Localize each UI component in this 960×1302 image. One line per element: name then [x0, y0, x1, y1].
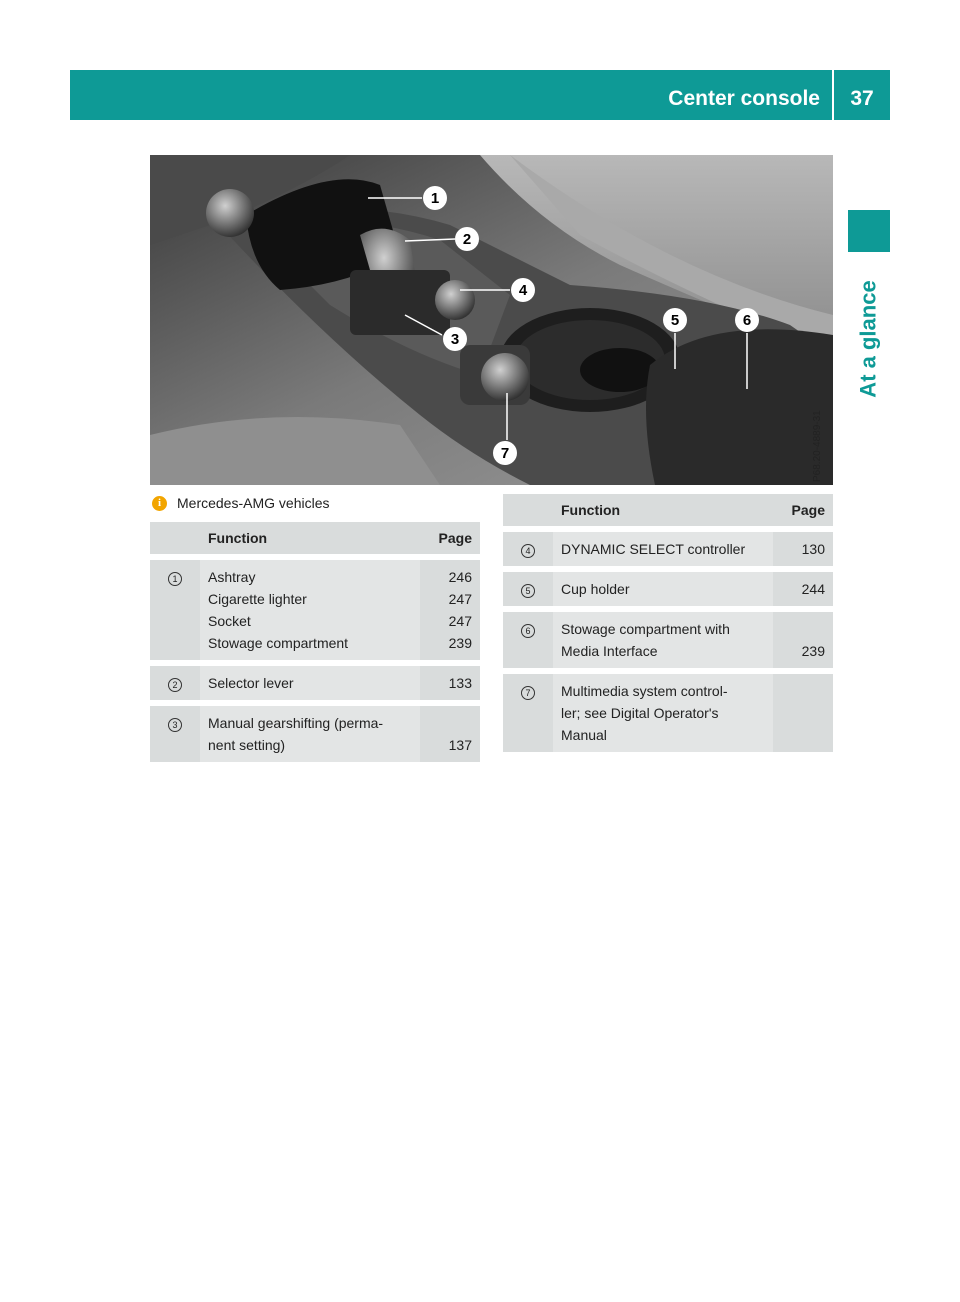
info-text: Mercedes-AMG vehicles — [177, 495, 330, 511]
svg-text:7: 7 — [500, 445, 510, 462]
row-mark — [503, 572, 553, 606]
callout-mark-1: 1 — [168, 572, 182, 586]
callout-mark-7: 7 — [521, 686, 535, 700]
page-ref[interactable]: 246 — [448, 569, 472, 585]
row-mark — [150, 560, 200, 660]
section-title: Center console — [668, 87, 820, 110]
svg-text:5: 5 — [670, 312, 680, 329]
svg-text:2: 2 — [462, 231, 472, 248]
header-mark-cell — [150, 522, 200, 554]
page-ref[interactable]: 239 — [773, 612, 833, 668]
row-function — [553, 674, 773, 752]
callout-mark-6: 6 — [521, 624, 535, 638]
row-function: Cup holder — [553, 572, 773, 606]
row-function: DYNAMIC SELECT controller — [553, 532, 773, 566]
row-function: Selector lever — [200, 666, 420, 700]
svg-text:1: 1 — [430, 190, 440, 207]
table-header-row — [150, 522, 480, 554]
side-tab-marker — [848, 210, 890, 252]
callout-6 — [735, 308, 759, 332]
table-row — [150, 666, 480, 700]
function-table-right — [503, 494, 833, 752]
info-icon: i — [152, 496, 167, 511]
table-row — [503, 612, 833, 668]
header-bar — [70, 70, 890, 120]
photo-code-text: P68.20-4889-31 — [812, 410, 823, 482]
table-row — [150, 560, 480, 660]
center-console-photo — [150, 155, 833, 485]
side-tab-label — [848, 262, 890, 412]
function-line: nent setting) — [208, 737, 286, 753]
page-number: 37 — [850, 87, 874, 110]
table-row — [503, 572, 833, 606]
header-page: Page — [420, 522, 480, 554]
callout-mark-3: 3 — [168, 718, 182, 732]
callout-7 — [493, 441, 517, 465]
function-line: Multimedia system control- — [561, 683, 728, 699]
row-mark — [150, 666, 200, 700]
header-function: Function — [553, 494, 773, 526]
function-stowage: Stowage compartment — [208, 635, 349, 651]
function-line: ler; see Digital Operator's — [561, 705, 719, 721]
row-mark — [503, 532, 553, 566]
function-table-left — [150, 522, 480, 762]
svg-text:3: 3 — [450, 331, 460, 348]
callout-4 — [511, 278, 535, 302]
callout-2 — [455, 227, 479, 251]
callout-mark-2: 2 — [168, 678, 182, 692]
table-header-row — [503, 494, 833, 526]
page-ref[interactable]: 130 — [773, 532, 833, 566]
page-ref[interactable]: 133 — [420, 666, 480, 700]
row-function — [200, 706, 420, 762]
page-ref[interactable]: 244 — [773, 572, 833, 606]
svg-text:4: 4 — [518, 282, 528, 299]
header-page: Page — [773, 494, 833, 526]
function-line: Manual — [561, 727, 607, 743]
side-tab-text: At a glance — [856, 280, 881, 398]
table-row — [503, 674, 833, 752]
row-function — [553, 612, 773, 668]
header-function: Function — [200, 522, 420, 554]
callout-5 — [663, 308, 687, 332]
header-mark-cell — [503, 494, 553, 526]
function-line: Stowage compartment with — [561, 621, 730, 637]
callout-mark-5: 5 — [521, 584, 535, 598]
row-mark — [503, 612, 553, 668]
table-row — [150, 706, 480, 762]
function-line: Manual gearshifting (perma- — [208, 715, 384, 731]
page-ref[interactable]: 247 — [448, 613, 472, 629]
page-ref[interactable]: 247 — [448, 591, 472, 607]
row-mark — [150, 706, 200, 762]
function-socket: Socket — [208, 613, 251, 629]
function-cigarette-lighter: Cigarette lighter — [208, 591, 307, 607]
row-mark — [503, 674, 553, 752]
function-line: Media Interface — [561, 643, 658, 659]
page-ref — [773, 674, 833, 752]
page-ref[interactable]: 137 — [420, 706, 480, 762]
row-function — [200, 560, 420, 660]
row-page — [420, 560, 480, 660]
function-ashtray: Ashtray — [208, 569, 256, 585]
table-row — [503, 532, 833, 566]
callout-1 — [423, 186, 447, 210]
photo-reference-code — [812, 400, 826, 484]
callout-mark-4: 4 — [521, 544, 535, 558]
page-ref[interactable]: 239 — [448, 635, 472, 651]
info-note — [152, 495, 330, 511]
callout-3 — [443, 327, 467, 351]
svg-text:6: 6 — [742, 312, 752, 329]
console-illustration — [150, 155, 833, 485]
